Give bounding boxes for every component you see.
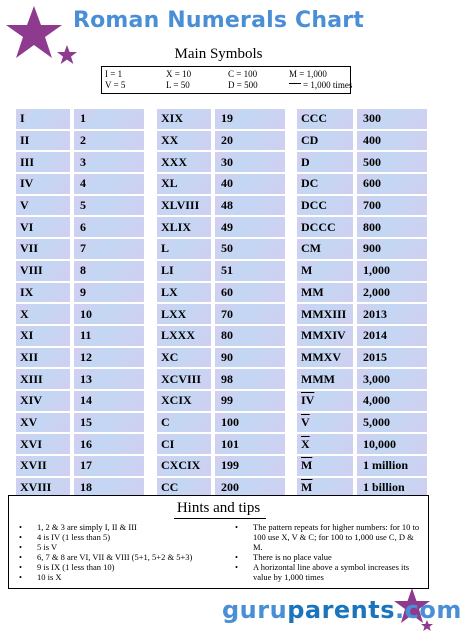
numeral-row <box>297 413 427 433</box>
value-cell: 1 billion <box>357 478 427 498</box>
numeral-row <box>157 326 285 346</box>
value-cell: 11 <box>74 326 144 346</box>
numeral-cell: XX <box>157 131 211 151</box>
numeral-row <box>297 434 427 454</box>
value-cell: 2015 <box>357 348 427 368</box>
numeral-row <box>16 304 144 324</box>
value-cell: 6 <box>74 217 144 237</box>
numeral-row <box>16 261 144 281</box>
numeral-cell: IV <box>16 174 70 194</box>
value-cell: 40 <box>215 174 285 194</box>
value-cell: 10 <box>74 304 144 324</box>
numeral-row <box>297 109 427 129</box>
hint-item: • 10 is X <box>37 572 237 582</box>
numeral-cell: CC <box>157 478 211 498</box>
numeral-cell: XLVIII <box>157 196 211 216</box>
value-cell: 2014 <box>357 326 427 346</box>
numeral-cell: XLIX <box>157 217 211 237</box>
value-cell: 80 <box>215 326 285 346</box>
numeral-cell: L <box>157 239 211 259</box>
value-cell: 1 <box>74 109 144 129</box>
numeral-row <box>157 348 285 368</box>
numeral-cell: XI <box>16 326 70 346</box>
hints-box <box>8 495 429 589</box>
value-cell: 10,000 <box>357 434 427 454</box>
numeral-cell: XC <box>157 348 211 368</box>
numeral-cell: LXX <box>157 304 211 324</box>
numeral-cell: XXX <box>157 152 211 172</box>
numeral-row <box>157 369 285 389</box>
numeral-row <box>157 196 285 216</box>
value-cell: 18 <box>74 478 144 498</box>
hint-item: • A horizontal line above a symbol increases its value by 1,000 times <box>253 562 423 582</box>
value-cell: 17 <box>74 456 144 476</box>
numeral-cell: $\overline{IV}$ <box>297 391 353 411</box>
overline-note: = 1,000 times <box>289 80 352 91</box>
value-cell: 700 <box>357 196 427 216</box>
numeral-cell: XII <box>16 348 70 368</box>
value-cell: 8 <box>74 261 144 281</box>
numeral-cell: M <box>297 478 353 498</box>
numeral-cell: MMXIV <box>297 326 353 346</box>
numeral-cell: CI <box>157 434 211 454</box>
numeral-cell: LX <box>157 283 211 303</box>
hint-item: • The pattern repeats for higher numbers: for 10 to 100 use X, V & C; for 100 to 1,000 use C, D & M. <box>253 522 423 552</box>
numeral-cell: DC <box>297 174 353 194</box>
logo-guru: guru <box>222 596 288 624</box>
symbol-x: X = 10 <box>166 69 192 79</box>
numeral-row <box>157 217 285 237</box>
value-cell: 51 <box>215 261 285 281</box>
value-cell: 1,000 <box>357 261 427 281</box>
numeral-cell: XL <box>157 174 211 194</box>
numeral-row <box>16 434 144 454</box>
value-cell: 9 <box>74 283 144 303</box>
numeral-row <box>297 239 427 259</box>
numeral-cell: MMXV <box>297 348 353 368</box>
numeral-row <box>297 196 427 216</box>
value-cell: 300 <box>357 109 427 129</box>
numeral-cell: CCC <box>297 109 353 129</box>
value-cell: 16 <box>74 434 144 454</box>
value-cell: 900 <box>357 239 427 259</box>
numeral-cell: DCC <box>297 196 353 216</box>
logo-dotcom: .com <box>395 596 462 624</box>
main-symbols-heading: Main Symbols <box>174 46 263 62</box>
hint-item: • 5 is V <box>37 542 237 552</box>
numeral-row <box>16 283 144 303</box>
hint-item: • 1, 2 & 3 are simply I, II & III <box>37 522 237 532</box>
numeral-row <box>297 369 427 389</box>
value-cell: 500 <box>357 152 427 172</box>
numeral-row <box>16 239 144 259</box>
numeral-row <box>16 131 144 151</box>
hints-title-underline <box>174 518 266 519</box>
value-cell: 5 <box>74 196 144 216</box>
numeral-row <box>16 174 144 194</box>
value-cell: 101 <box>215 434 285 454</box>
value-cell: 48 <box>215 196 285 216</box>
numeral-cell: X <box>16 304 70 324</box>
hints-title: Hints and tips <box>176 500 261 516</box>
value-cell: 15 <box>74 413 144 433</box>
numeral-cell: MMXIII <box>297 304 353 324</box>
numeral-row <box>16 109 144 129</box>
value-cell: 20 <box>215 131 285 151</box>
numeral-cell: XVII <box>16 456 70 476</box>
numeral-row <box>157 283 285 303</box>
main-symbols-box <box>101 66 351 94</box>
numeral-cell: V <box>16 196 70 216</box>
numeral-row <box>297 152 427 172</box>
value-cell: 2013 <box>357 304 427 324</box>
value-cell: 70 <box>215 304 285 324</box>
numeral-row <box>16 413 144 433</box>
numeral-row <box>157 434 285 454</box>
value-cell: 98 <box>215 369 285 389</box>
numeral-cell: XCIX <box>157 391 211 411</box>
numeral-row <box>157 391 285 411</box>
symbol-l: L = 50 <box>166 80 190 90</box>
value-cell: 90 <box>215 348 285 368</box>
symbol-d: D = 500 <box>228 80 258 90</box>
value-cell: 2 <box>74 131 144 151</box>
numeral-cell: DCCC <box>297 217 353 237</box>
numeral-cell: M <box>297 261 353 281</box>
value-cell: 2,000 <box>357 283 427 303</box>
logo-parents: parents <box>287 596 396 624</box>
hints-right-list <box>229 522 423 582</box>
value-cell: 14 <box>74 391 144 411</box>
numeral-cell: II <box>16 131 70 151</box>
numeral-cell: XIX <box>157 109 211 129</box>
value-cell: 99 <box>215 391 285 411</box>
value-cell: 3,000 <box>357 369 427 389</box>
numeral-row <box>157 456 285 476</box>
symbol-c: C = 100 <box>228 69 258 79</box>
value-cell: 800 <box>357 217 427 237</box>
numeral-row <box>157 304 285 324</box>
numeral-cell: VIII <box>16 261 70 281</box>
numeral-cell: C <box>157 413 211 433</box>
numeral-row <box>297 283 427 303</box>
symbol-m: M = 1,000 <box>289 69 327 79</box>
numeral-cell: I <box>16 109 70 129</box>
numeral-cell: LXXX <box>157 326 211 346</box>
numeral-row <box>157 131 285 151</box>
numeral-row <box>297 304 427 324</box>
numeral-cell: CD <box>297 131 353 151</box>
numeral-row <box>157 261 285 281</box>
hint-item: • There is no place value <box>253 552 423 562</box>
numeral-row <box>157 152 285 172</box>
numeral-row <box>16 456 144 476</box>
value-cell: 50 <box>215 239 285 259</box>
numeral-row <box>297 326 427 346</box>
numeral-table-3 <box>297 107 427 499</box>
value-cell: 1 million <box>357 456 427 476</box>
numeral-row <box>297 217 427 237</box>
numeral-cell: III <box>16 152 70 172</box>
numeral-row <box>16 391 144 411</box>
numeral-row <box>16 326 144 346</box>
numeral-cell: VII <box>16 239 70 259</box>
numeral-cell: MM <box>297 283 353 303</box>
numeral-cell: CM <box>297 239 353 259</box>
numeral-row <box>157 239 285 259</box>
numeral-row <box>297 391 427 411</box>
numeral-row <box>157 413 285 433</box>
numeral-cell: $\overline{V}$ <box>297 413 353 433</box>
value-cell: 7 <box>74 239 144 259</box>
hint-item: • 6, 7 & 8 are VI, VII & VIII (5+1, 5+2 & 5+3) <box>37 552 237 562</box>
site-logo[interactable] <box>222 596 462 624</box>
numeral-cell: CXCIX <box>157 456 211 476</box>
numeral-table-2 <box>157 107 285 499</box>
value-cell: 12 <box>74 348 144 368</box>
numeral-cell: XIV <box>16 391 70 411</box>
symbol-i: I = 1 <box>105 69 123 79</box>
numeral-row <box>157 174 285 194</box>
value-cell: 4 <box>74 174 144 194</box>
numeral-cell: $\overline{M}$ <box>297 456 353 476</box>
numeral-row <box>16 196 144 216</box>
numeral-row <box>16 369 144 389</box>
page-title: Roman Numerals Chart <box>72 8 365 33</box>
value-cell: 100 <box>215 413 285 433</box>
numeral-cell: IX <box>16 283 70 303</box>
numeral-cell: XV <box>16 413 70 433</box>
numeral-row <box>297 174 427 194</box>
value-cell: 3 <box>74 152 144 172</box>
numeral-row <box>16 217 144 237</box>
numeral-table-1 <box>16 107 144 499</box>
value-cell: 30 <box>215 152 285 172</box>
value-cell: 199 <box>215 456 285 476</box>
value-cell: 5,000 <box>357 413 427 433</box>
numeral-row <box>297 131 427 151</box>
numeral-row <box>297 261 427 281</box>
numeral-cell: MMM <box>297 369 353 389</box>
numeral-cell: XIII <box>16 369 70 389</box>
value-cell: 60 <box>215 283 285 303</box>
value-cell: 200 <box>215 478 285 498</box>
hints-left-list <box>13 522 237 582</box>
value-cell: 49 <box>215 217 285 237</box>
numeral-cell: LI <box>157 261 211 281</box>
numeral-cell: XVI <box>16 434 70 454</box>
numeral-cell: XVIII <box>16 478 70 498</box>
numeral-row <box>297 348 427 368</box>
numeral-row <box>297 456 427 476</box>
numeral-cell: D <box>297 152 353 172</box>
numeral-cell: VI <box>16 217 70 237</box>
hint-item: • 9 is IX (1 less than 10) <box>37 562 237 572</box>
numeral-row <box>16 348 144 368</box>
numeral-cell: $\overline{X}$ <box>297 434 353 454</box>
value-cell: 600 <box>357 174 427 194</box>
numeral-row <box>16 152 144 172</box>
value-cell: 19 <box>215 109 285 129</box>
hint-item: • 4 is IV (1 less than 5) <box>37 532 237 542</box>
value-cell: 13 <box>74 369 144 389</box>
symbol-v: V = 5 <box>105 80 126 90</box>
value-cell: 400 <box>357 131 427 151</box>
numeral-cell: XCVIII <box>157 369 211 389</box>
value-cell: 4,000 <box>357 391 427 411</box>
numeral-row <box>157 109 285 129</box>
